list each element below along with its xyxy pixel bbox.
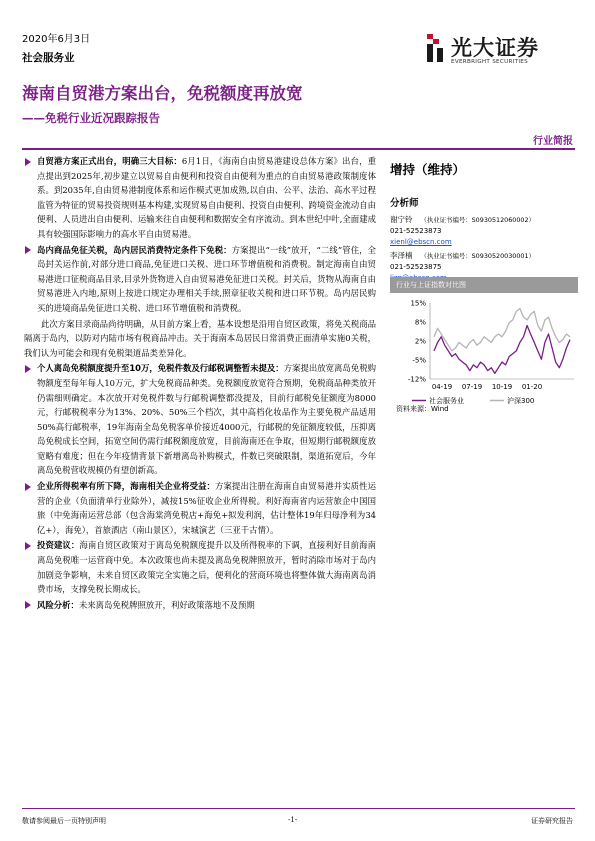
bullet-paragraph	[24, 538, 376, 596]
report-type-label: 行业简报	[533, 136, 573, 147]
chart-plot	[390, 293, 578, 415]
logo-mark-icon	[427, 34, 447, 62]
analyst-name: 李泽楠	[390, 251, 413, 260]
analyst-license: （执业证书编号：S0930512060002）	[420, 216, 535, 224]
bullet-paragraph	[24, 154, 376, 242]
industry-category: 社会服务业	[22, 52, 75, 64]
bullet-text: 未来离岛免税牌照放开，利好政策落地不及预期	[78, 599, 255, 610]
legend-label: 社会服务业	[429, 397, 464, 405]
series-line	[434, 309, 570, 351]
bullet-lead: 企业所得税率有所下降，海南相关企业将受益：	[37, 481, 216, 492]
bullet-lead: 风险分析：	[37, 599, 79, 610]
y-tick-label: 15%	[410, 299, 426, 308]
x-tick-label: 01-20	[521, 383, 543, 391]
bullet-text: 方案提出注册在海南自由贸易港并实质性运营的企业（负面清单行业除外），减按15%征收企业所得税。利好海南省内运营旅企中国国旅（中免海南运营总部（包含海棠湾免税店+海免+拟发利润，估计整体19年归母净利为34亿+），海免），首旅酒店（南山景区），宋城演艺（三亚千古情）。	[37, 481, 377, 535]
analyst-heading: 分析师	[390, 198, 419, 209]
y-tick-label: -5%	[412, 356, 426, 365]
comparison-chart	[390, 277, 578, 415]
analyst-phone: 021-52523875	[390, 263, 442, 271]
analyst-name: 谢宁铃	[390, 215, 413, 224]
bullet-text: 方案提出放宽离岛免税购物额度至每年每人10万元，扩大免税商品种类。免税额度放宽符合预期，免税商品种类放开仍需细则确定。本次放开对免税件数与行邮税调整都没提及，目前行邮税免征额度为8000元，行邮税税率分为13%、20%、50%三个档次，其中高档化妆品作为主要免税产品适用50%高行邮税率，19年海南全岛免税客单价接近4000元，行邮税的免征额度较低，压抑离岛免税成长空间，拓宽空间仍需行邮税额度放宽，目前海南还在争取，但短期行邮税额度放宽略有难度；但在今年疫情背景下新增离岛补购模式，件数已突破限制，渠道拓宽后，今年离岛免税营收规模仍有望创新高。	[37, 363, 376, 476]
x-tick-label: 07-19	[461, 383, 483, 391]
bullet-paragraph	[24, 598, 376, 613]
chart-title: 行业与上证指数对比图	[390, 277, 578, 293]
y-tick-label: 8%	[414, 318, 426, 327]
analyst-phone: 021-52523873	[390, 227, 442, 235]
bullet-lead: 岛内商品免征关税，岛内居民消费特定条件下免税：	[37, 244, 232, 255]
bullet-lead: 投资建议：	[37, 540, 80, 551]
bullet-text: 方案提出“一线”放开，“二线”管住，全岛封关运作前,对部分进口商品,免征进口关税、进口环节增值税和消费税。制定海南自由贸易港进口征税商品目录,目录外货物进入自由贸易港免征进口关税。封关后，货物从海南自由贸易港进入内地,原则上按进口规定办理相关手续,照章征收关税和进口环节税。岛内居民购买的进境商品免征进口关税、进口环节增值税和消费税。	[37, 244, 376, 313]
analyst-entry	[390, 214, 580, 284]
footer-brand: 证券研究报告	[531, 817, 573, 825]
report-body	[24, 154, 376, 613]
report-subtitle: ——免税行业近况跟踪报告	[22, 111, 160, 125]
bullet-paragraph	[24, 243, 376, 316]
footer-disclaimer: 敬请参阅最后一页特别声明	[22, 817, 106, 825]
bullet-paragraph	[24, 361, 376, 478]
legend-label: 沪深300	[507, 397, 535, 405]
bullet-paragraph	[24, 479, 376, 537]
analyst-email-link[interactable]: xienl@ebscn.com	[390, 238, 452, 246]
chart-source: 资料来源：Wind	[396, 405, 449, 413]
header-divider	[22, 148, 575, 150]
sidebar	[390, 160, 580, 284]
logo-text-cn: 光大证券	[451, 36, 539, 60]
report-date: 2020年6月3日	[22, 34, 91, 45]
logo-text-en: EVERBRIGHT SECURITIES	[451, 59, 528, 65]
x-tick-label: 10-19	[491, 383, 513, 391]
bullet-lead: 个人离岛免税额度提升至10万，免税件数及行邮税调整暂未提及：	[37, 363, 284, 374]
bullet-text: 6月1日，《海南自由贸易港建设总体方案》出台，重点提出到2025年,初步建立以贸易自由便利和投资自由便利为重点的自由贸易港政策制度体系。到2035年,自由贸易港制度体系和运作模式更加成熟,以自由、公平、法治、高水平过程监管为特征的贸易投资规则基本构建,实现贸易自由便利、投资自由便利、跨境资金流动自由便利、人员进出自由便利、运输来往自由便利和数据安全有序流动。到本世纪中叶,全面建成具有较强国际影响力的高水平自由贸易港。	[37, 156, 376, 239]
bullet-text: 海南自贸区政策对于离岛免税额度提升以及所得税率的下调，直接利好目前海南离岛免税唯一运营商中免。本次政策也尚未提及离岛免税牌照放开，暂时消除市场对于岛内加剧竞争影响，未来自贸区政策完全实施之后，便利化的营商环境也将整体做大海南离岛消费市场，支撑免税长期成长。	[37, 540, 377, 595]
analyst-license: （执业证书编号：S0930520030001）	[420, 252, 535, 260]
body-paragraph: 此次方案目录商品尚待明确，从目前方案上看，基本设想是沿用自贸区政策，将免关税商品隔离于岛内，以防对内陆市场有税商品冲击。关于海南本岛居民日常消费正面清单实施0关税，我们认为可能会和现有免税渠道品类差异化。	[24, 318, 376, 358]
footer-divider	[22, 808, 575, 809]
y-tick-label: -12%	[407, 375, 426, 384]
brand-logo	[427, 32, 577, 72]
page-number: -1-	[288, 816, 298, 824]
investment-rating: 增持（维持）	[390, 162, 466, 177]
report-title: 海南自贸港方案出台，免税额度再放宽	[22, 84, 303, 103]
y-tick-label: 2%	[414, 337, 426, 346]
x-tick-label: 04-19	[431, 383, 453, 391]
bullet-lead: 自贸港方案正式出台，明确三大目标：	[37, 156, 182, 166]
